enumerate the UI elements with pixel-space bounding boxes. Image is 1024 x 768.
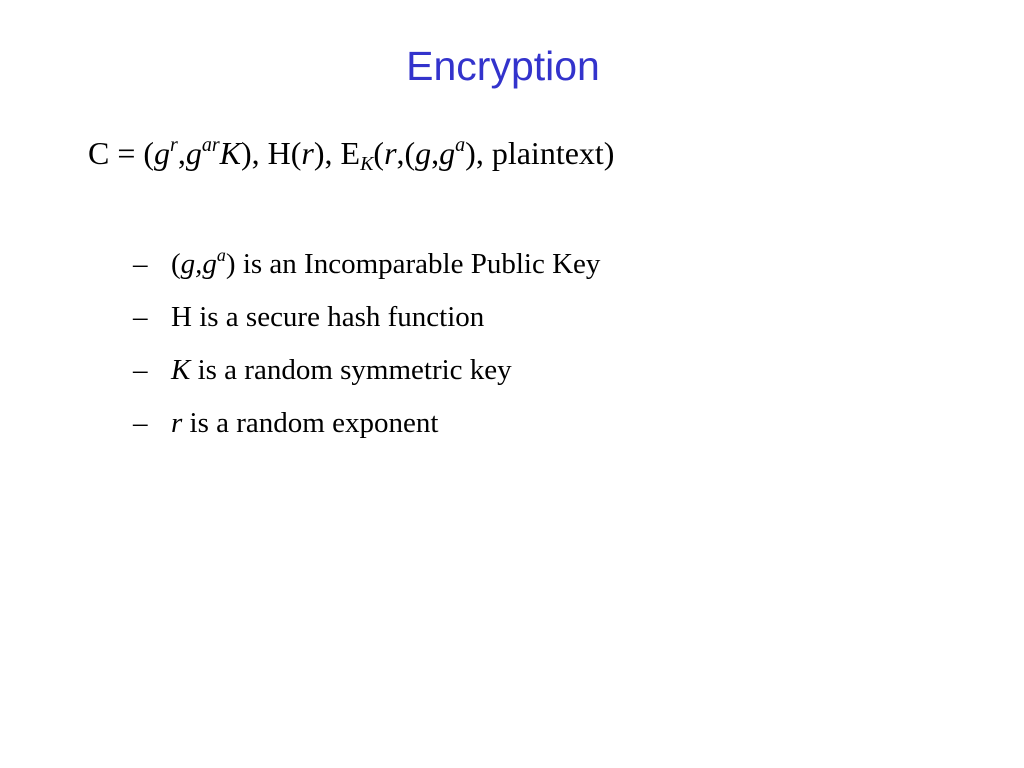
bullet-dash: – xyxy=(133,354,148,386)
formula-exp-r: r xyxy=(170,134,178,156)
formula-exp-a: a xyxy=(455,134,466,156)
formula-r2: r xyxy=(384,135,397,171)
formula-lhs: C = ( xyxy=(88,135,155,171)
formula-K: K xyxy=(219,135,241,171)
formula-sub-K: K xyxy=(360,153,374,175)
bullet-g1: g xyxy=(180,248,196,280)
encryption-formula xyxy=(88,127,614,179)
formula-r1: r xyxy=(301,135,314,171)
bullet-list xyxy=(133,238,600,450)
bullet-item-symmetric-key xyxy=(133,344,600,397)
bullet-var-K: K xyxy=(171,354,191,386)
bullet-text: ) is an Incomparable Public Key xyxy=(225,248,601,280)
formula-part3: ), E xyxy=(313,135,361,171)
bullet-dash: – xyxy=(133,301,148,333)
formula-comma1: , xyxy=(177,135,186,171)
formula-part4: ( xyxy=(373,135,385,171)
bullet-text: H is a secure hash function xyxy=(171,301,485,333)
slide-title: Encryption xyxy=(406,43,600,89)
formula-part5: ,( xyxy=(396,135,416,171)
bullet-dash: – xyxy=(133,248,148,280)
bullet-g2: g xyxy=(202,248,217,280)
bullet-item-public-key xyxy=(133,238,600,291)
bullet-text: is a random exponent xyxy=(182,407,439,439)
bullet-exp-a: a xyxy=(216,245,226,265)
formula-part6: ), plaintext) xyxy=(465,135,615,171)
formula-g1: g xyxy=(154,135,171,171)
bullet-item-hash xyxy=(133,291,600,344)
bullet-open-paren: ( xyxy=(171,248,181,280)
formula-g4: g xyxy=(439,135,456,171)
bullet-text: is a random symmetric key xyxy=(190,354,512,386)
bullet-item-exponent xyxy=(133,397,600,450)
bullet-comma: , xyxy=(195,248,203,280)
formula-part2: ), H( xyxy=(240,135,302,171)
formula-comma2: , xyxy=(431,135,440,171)
bullet-dash: – xyxy=(133,407,148,439)
bullet-var-r: r xyxy=(171,407,183,439)
formula-exp-ar: ar xyxy=(201,134,220,156)
formula-g2: g xyxy=(185,135,202,171)
formula-g3: g xyxy=(415,135,432,171)
